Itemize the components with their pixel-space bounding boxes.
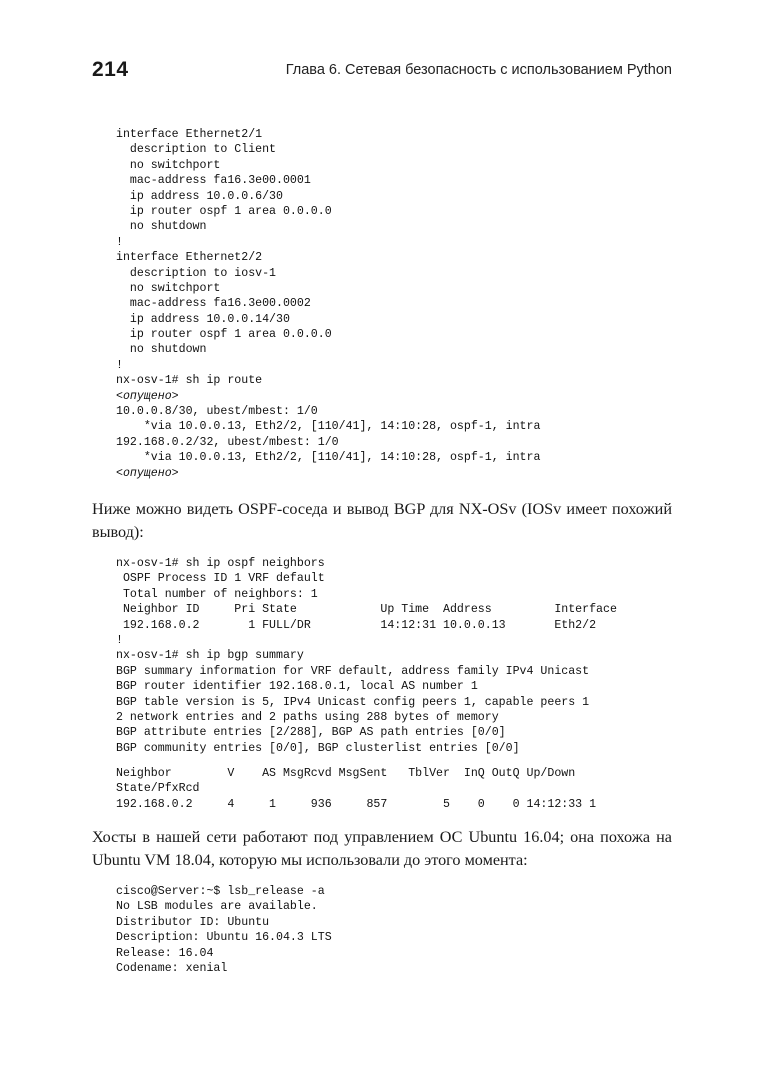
code-line: OSPF Process ID 1 VRF default xyxy=(116,572,325,586)
code-line: BGP community entries [0/0], BGP clusterlist entries [0/0] xyxy=(116,741,520,755)
code-line: ! xyxy=(116,235,123,249)
code-line: nx-osv-1# sh ip ospf neighbors xyxy=(116,557,325,570)
code-line: BGP table version is 5, IPv4 Unicast config peers 1, capable peers 1 xyxy=(116,695,590,709)
bgp-table-header: Neighbor V AS MsgRcvd MsgSent TblVer InQ OutQ Up/Down xyxy=(116,767,576,781)
code-line: Release: 16.04 xyxy=(116,946,214,960)
running-title: Глава 6. Сетевая безопасность с использованием Python xyxy=(285,62,672,78)
code-line: Codename: xenial xyxy=(116,961,228,975)
omitted-note: <опущено> xyxy=(116,466,179,480)
code-line: Neighbor ID Pri State Up Time Address Interface xyxy=(116,603,617,617)
code-line: interface Ethernet2/1 xyxy=(116,128,263,141)
body-paragraph-hosts: Хосты в нашей сети работают под управлением ОС Ubuntu 16.04; она похожа на Ubuntu VM 18.04, которую мы использовали до этого момента: xyxy=(92,828,672,869)
code-line: no shutdown xyxy=(116,220,207,234)
body-paragraph-ospf-bgp: Ниже можно видеть OSPF-соседа и вывод BGP для NX-OSv (IOSv имеет похожий вывод): xyxy=(92,500,672,541)
code-line: ! xyxy=(116,633,123,647)
bgp-table-row: 192.168.0.2 4 1 936 857 5 0 0 14:12:33 1 xyxy=(116,797,597,811)
code-line: 2 network entries and 2 paths using 288 bytes of memory xyxy=(116,710,499,724)
code-line: BGP router identifier 192.168.0.1, local AS number 1 xyxy=(116,680,478,694)
spacer xyxy=(116,756,617,766)
code-line: description to Client xyxy=(116,143,277,157)
code-line: 10.0.0.8/30, ubest/mbest: 1/0 xyxy=(116,405,318,419)
code-line: cisco@Server:~$ lsb_release -a xyxy=(116,885,325,898)
code-line: ip router ospf 1 area 0.0.0.0 xyxy=(116,328,332,342)
code-line: 192.168.0.2/32, ubest/mbest: 1/0 xyxy=(116,435,339,449)
code-line: No LSB modules are available. xyxy=(116,900,318,914)
code-line: no switchport xyxy=(116,158,221,172)
code-line: *via 10.0.0.13, Eth2/2, [110/41], 14:10:28, ospf-1, intra xyxy=(116,451,541,465)
code-line: ! xyxy=(116,358,123,372)
code-line: ip router ospf 1 area 0.0.0.0 xyxy=(116,204,332,218)
page-header xyxy=(92,58,672,88)
code-line: BGP attribute entries [2/288], BGP AS path entries [0/0] xyxy=(116,726,506,740)
omitted-note: <опущено> xyxy=(116,389,179,403)
code-line: interface Ethernet2/2 xyxy=(116,251,263,265)
code-line: *via 10.0.0.13, Eth2/2, [110/41], 14:10:28, ospf-1, intra xyxy=(116,420,541,434)
code-line: mac-address fa16.3e00.0002 xyxy=(116,297,311,311)
code-block-ospf-bgp xyxy=(116,556,617,812)
code-line: no switchport xyxy=(116,281,221,295)
code-line: mac-address fa16.3e00.0001 xyxy=(116,174,311,188)
code-block-interfaces xyxy=(116,127,540,481)
code-line: no shutdown xyxy=(116,343,207,357)
code-line: Total number of neighbors: 1 xyxy=(116,587,318,601)
code-block-lsb-release xyxy=(116,884,332,976)
page-number: 214 xyxy=(92,58,129,81)
code-line: ip address 10.0.0.6/30 xyxy=(116,189,283,203)
code-line: nx-osv-1# sh ip bgp summary xyxy=(116,649,304,663)
code-line: 192.168.0.2 1 FULL/DR 14:12:31 10.0.0.13 Eth2/2 xyxy=(116,618,597,632)
code-line: ip address 10.0.0.14/30 xyxy=(116,312,290,326)
code-line: description to iosv-1 xyxy=(116,266,277,280)
code-line: nx-osv-1# sh ip route xyxy=(116,374,263,388)
code-line: Distributor ID: Ubuntu xyxy=(116,915,270,929)
code-line: BGP summary information for VRF default, address family IPv4 Unicast xyxy=(116,664,590,678)
code-line: Description: Ubuntu 16.04.3 LTS xyxy=(116,931,332,945)
bgp-table-header-wrap: State/PfxRcd xyxy=(116,782,200,796)
